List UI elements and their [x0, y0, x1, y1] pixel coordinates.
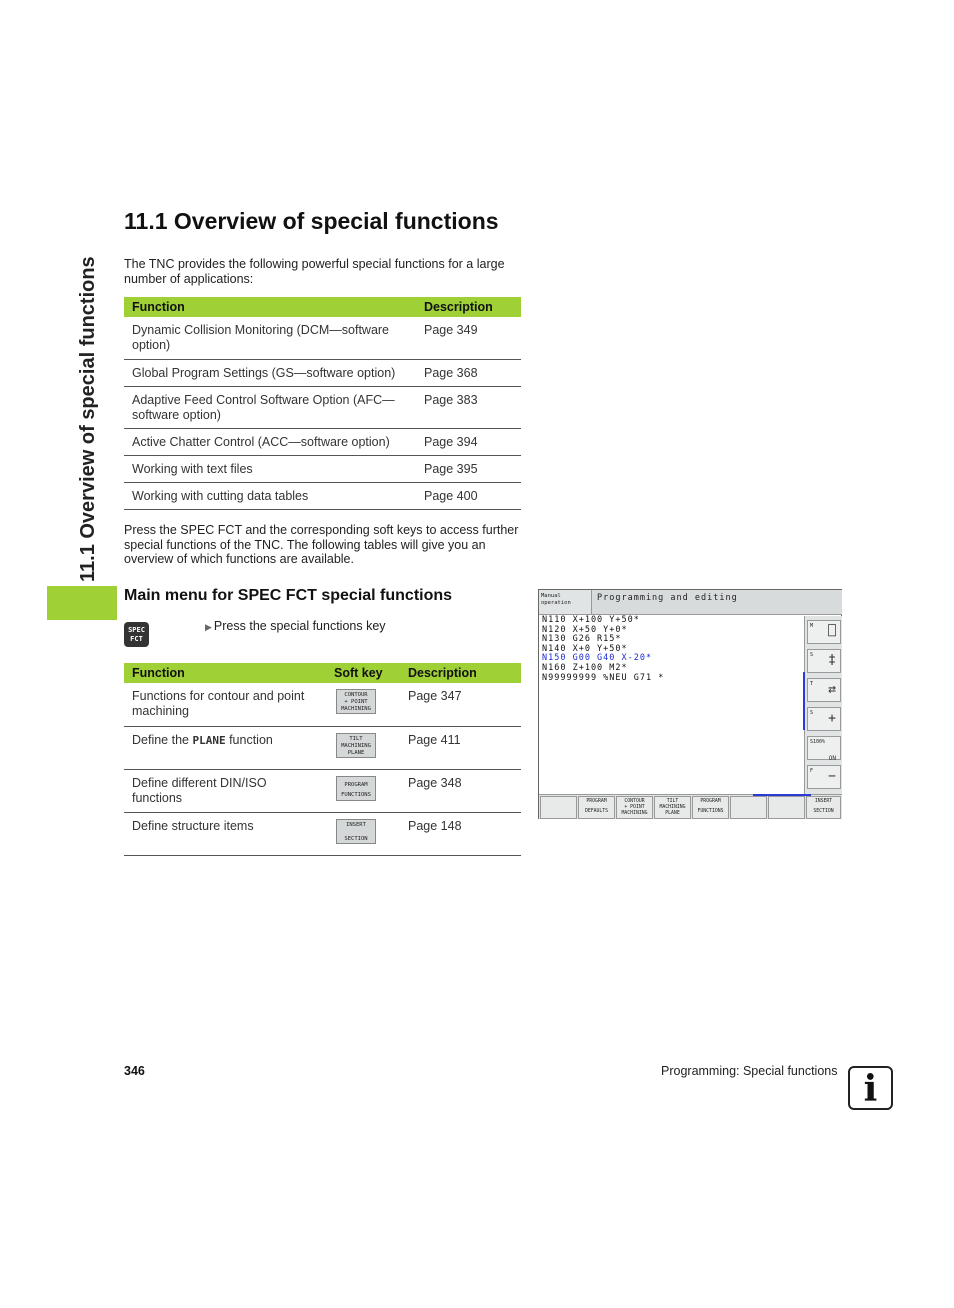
description-cell: Page 383 [416, 386, 521, 428]
softkey-contour-point-machining [336, 689, 376, 714]
mode-small-line: Manual [541, 593, 561, 599]
screen-softkey [806, 796, 841, 819]
vsk-label: S100% [810, 739, 826, 745]
spec-key-line: SPEC [128, 626, 145, 634]
vertical-softkey [807, 736, 841, 760]
softkey-line: DEFAULTS [584, 809, 609, 814]
screen-softkey [578, 796, 615, 819]
vertical-softkey [807, 649, 841, 673]
footer-section-title: Programming: Special functions [661, 1064, 838, 1078]
description-cell: Page 395 [416, 455, 521, 482]
softkey-line: MACHINING [659, 805, 686, 810]
mode-small-line: operation [541, 600, 571, 606]
softkey-cell [326, 812, 400, 855]
active-indicator-bar [803, 672, 805, 730]
softkey-line: + POINT [344, 699, 368, 705]
special-functions-table [124, 297, 521, 510]
vsk-label: M [810, 623, 814, 629]
softkey-line: SECTION [344, 835, 368, 842]
plus-icon: + [828, 711, 836, 726]
description-cell: Page 347 [400, 683, 521, 726]
description-cell: Page 411 [400, 726, 521, 769]
minus-icon: − [828, 769, 836, 784]
table-row [124, 683, 521, 726]
description-cell: Page 400 [416, 482, 521, 509]
screen-softkey-empty [730, 796, 767, 819]
spindle-icon: ‡ [828, 653, 836, 668]
softkey-line: INSERT [346, 821, 366, 828]
softkey-program-functions [336, 776, 376, 801]
screen-softkey-empty [768, 796, 805, 819]
header-description: Description [416, 297, 521, 317]
header-description: Description [400, 663, 521, 683]
table-row [124, 769, 521, 812]
table-row [124, 317, 521, 359]
info-icon: i [848, 1066, 893, 1110]
softkey-line: PROGRAM [344, 781, 368, 788]
function-cell: Working with text files [124, 455, 416, 482]
section-subheading: Main menu for SPEC FCT special functions [124, 587, 453, 604]
function-cell: Dynamic Collision Monitoring (DCM—software option) [124, 317, 416, 359]
vsk-label: S [810, 652, 814, 658]
page-number: 346 [124, 1064, 145, 1078]
description-cell: Page 394 [416, 428, 521, 455]
softkey-line: CONTOUR [624, 799, 645, 804]
header-function: Function [124, 297, 416, 317]
header-function: Function [124, 663, 326, 683]
vertical-softkey [807, 707, 841, 731]
table-row [124, 455, 521, 482]
function-cell: Functions for contour and point machining [124, 683, 326, 726]
function-cell: Adaptive Feed Control Software Option (AFC—software option) [124, 386, 416, 428]
softkey-line: PROGRAM [586, 799, 607, 804]
softkey-row [539, 794, 842, 819]
softkey-cell [326, 726, 400, 769]
spec-key-line: FCT [130, 635, 143, 643]
softkey-line: MACHINING [341, 742, 371, 749]
function-cell: Working with cutting data tables [124, 482, 416, 509]
table-row [124, 428, 521, 455]
program-line: N120 X+50 Y+0* [542, 624, 628, 635]
softkey-line: PROGRAM [700, 799, 721, 804]
vertical-softkey [807, 765, 841, 789]
softkey-line: MACHINING [621, 811, 648, 816]
screen-softkey [692, 796, 729, 819]
softkey-line: INSERT [814, 799, 833, 804]
softkey-tilt-machining-plane [336, 733, 376, 758]
function-cell: Define structure items [124, 812, 326, 855]
program-listing [542, 616, 804, 683]
vertical-softkey-column [804, 616, 842, 794]
page-title: 11.1 Overview of special functions [124, 208, 499, 234]
table-row [124, 482, 521, 509]
function-text: function [225, 732, 273, 747]
chapter-tab-marker [47, 586, 117, 620]
spec-fct-key-icon [124, 622, 149, 647]
plane-code: PLANE [192, 733, 226, 747]
softkey-line: + POINT [624, 805, 645, 810]
table-header-row [124, 297, 521, 317]
description-cell: Page 148 [400, 812, 521, 855]
table-row [124, 359, 521, 386]
vsk-label: F [810, 768, 814, 774]
vsk-label: S [810, 710, 814, 716]
screen-mode-small [539, 590, 592, 615]
spec-fct-menu-table [124, 663, 521, 856]
table-row [124, 812, 521, 855]
vertical-softkey [807, 678, 841, 702]
program-line: N140 X+0 Y+50* [542, 643, 628, 654]
program-line: N160 Z+100 M2* [542, 662, 628, 673]
program-line-highlighted: N150 G00 G40 X-20* [542, 653, 653, 664]
vsk-label: T [810, 681, 814, 687]
softkey-line: MACHINING [341, 706, 371, 712]
program-line: N99999999 %NEU G71 * [542, 672, 665, 683]
softkey-line: PLANE [665, 811, 680, 816]
intro-paragraph: The TNC provides the following powerful special functions for a large number of applications: [124, 257, 505, 286]
softkey-line: TILT [666, 799, 679, 804]
softkey-line: TILT [349, 735, 363, 742]
triangle-bullet-icon: ▶ [205, 622, 212, 632]
function-cell [124, 726, 326, 769]
instruction-step [205, 619, 386, 633]
function-cell: Global Program Settings (GS—software option) [124, 359, 416, 386]
tool-icon: ⇄ [828, 682, 836, 697]
softkey-line: CONTOUR [344, 692, 368, 698]
machine-icon: ⎕ [828, 624, 836, 639]
screen-softkey [654, 796, 691, 819]
description-cell: Page 348 [400, 769, 521, 812]
softkey-cell [326, 769, 400, 812]
softkey-line: PLANE [347, 749, 365, 756]
softkey-cell [326, 683, 400, 726]
tnc-screen-illustration [538, 589, 842, 819]
instruction-text: Press the special functions key [213, 619, 386, 633]
softkey-insert-section [336, 819, 376, 844]
screen-softkey-empty [540, 796, 577, 819]
description-cell: Page 368 [416, 359, 521, 386]
table-header-row [124, 663, 521, 683]
softkey-line: FUNCTIONS [697, 809, 724, 814]
function-cell: Active Chatter Control (ACC—software option) [124, 428, 416, 455]
table-row [124, 726, 521, 769]
softkey-line: FUNCTIONS [341, 791, 371, 798]
program-line: N110 X+100 Y+50* [542, 615, 640, 625]
screen-mode-title: Programming and editing [592, 590, 842, 615]
toggle-on-icon: ON [828, 755, 836, 762]
screen-softkey [616, 796, 653, 819]
table-row [124, 386, 521, 428]
softkey-line: SECTION [813, 809, 834, 814]
program-line: N130 G26 R15* [542, 634, 622, 645]
header-soft-key: Soft key [326, 663, 400, 683]
function-cell: Define different DIN/ISO functions [124, 769, 326, 812]
description-cell: Page 349 [416, 317, 521, 359]
spec-fct-paragraph: Press the SPEC FCT and the corresponding soft keys to access further special functions of the TNC. The following tables will give you an overview of which functions are available. [124, 523, 519, 566]
vertical-softkey [807, 620, 841, 644]
function-text: Define the [132, 732, 193, 747]
side-chapter-title: 11.1 Overview of special functions [77, 256, 99, 582]
